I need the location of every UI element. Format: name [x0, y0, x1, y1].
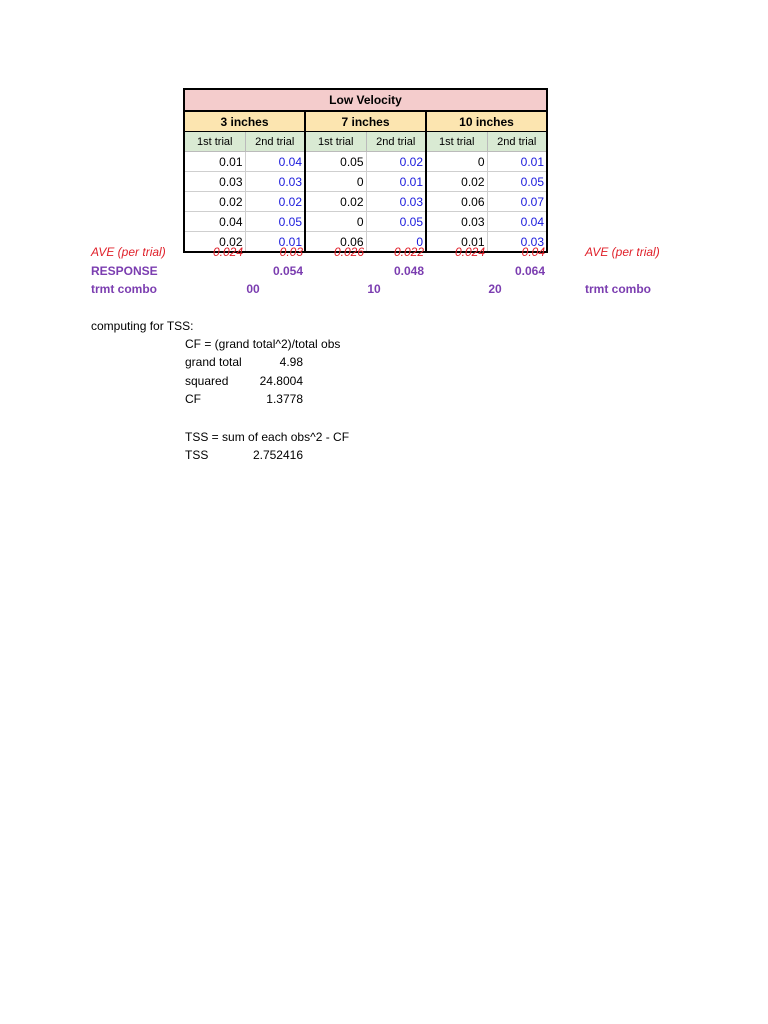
data-cell[interactable]: 0.01: [487, 152, 547, 172]
ave-value[interactable]: 0.03: [279, 245, 303, 259]
grand-total-label[interactable]: grand total: [185, 355, 242, 369]
data-cell[interactable]: 0.04: [184, 212, 245, 232]
condition-header-10-inches[interactable]: 10 inches: [426, 111, 547, 132]
condition-header-3-inches[interactable]: 3 inches: [184, 111, 305, 132]
table-row: [184, 152, 547, 172]
data-cell[interactable]: 0.03: [245, 172, 305, 192]
data-cell[interactable]: 0.03: [184, 172, 245, 192]
data-cell[interactable]: 0: [426, 152, 487, 172]
ave-value[interactable]: 0.024: [212, 245, 243, 259]
trial-header[interactable]: 1st trial: [184, 132, 245, 152]
data-cell[interactable]: 0: [305, 212, 366, 232]
table-row: [184, 172, 547, 192]
data-cell[interactable]: 0.06: [305, 232, 366, 253]
squared-value[interactable]: 24.8004: [259, 374, 303, 388]
data-cell[interactable]: 0.01: [426, 232, 487, 253]
tss-heading[interactable]: computing for TSS:: [91, 319, 194, 333]
data-cell[interactable]: 0.03: [487, 232, 547, 253]
data-cell[interactable]: 0: [305, 172, 366, 192]
tss-label[interactable]: TSS: [185, 448, 209, 462]
data-cell[interactable]: 0.05: [366, 212, 426, 232]
cf-value[interactable]: 1.3778: [266, 392, 303, 406]
data-cell[interactable]: 0.04: [245, 152, 305, 172]
table-row: [184, 212, 547, 232]
data-cell[interactable]: 0.01: [366, 172, 426, 192]
response-value[interactable]: 0.048: [393, 264, 424, 278]
data-cell[interactable]: 0.03: [426, 212, 487, 232]
data-cell[interactable]: 0.02: [184, 232, 245, 253]
response-label[interactable]: RESPONSE: [91, 264, 158, 278]
data-cell[interactable]: 0.05: [487, 172, 547, 192]
ave-label-left[interactable]: AVE (per trial): [91, 245, 166, 259]
table-title[interactable]: Low Velocity: [184, 89, 547, 111]
data-table: [183, 88, 548, 253]
trmt-combo-value[interactable]: 10: [367, 282, 381, 296]
response-value[interactable]: 0.064: [514, 264, 545, 278]
data-cell[interactable]: 0.06: [426, 192, 487, 212]
data-cell[interactable]: 0.01: [184, 152, 245, 172]
data-cell[interactable]: 0.02: [366, 152, 426, 172]
data-cell[interactable]: 0.05: [245, 212, 305, 232]
data-cell[interactable]: 0.07: [487, 192, 547, 212]
data-cell[interactable]: 0.02: [245, 192, 305, 212]
trial-header[interactable]: 1st trial: [305, 132, 366, 152]
table-row: [184, 192, 547, 212]
grand-total-value[interactable]: 4.98: [279, 355, 303, 369]
trmt-combo-value[interactable]: 20: [488, 282, 502, 296]
cf-formula[interactable]: CF = (grand total^2)/total obs: [185, 337, 341, 351]
ave-value[interactable]: 0.022: [393, 245, 424, 259]
ave-value[interactable]: 0.04: [521, 245, 545, 259]
trmt-combo-label-right[interactable]: trmt combo: [585, 282, 651, 296]
data-cell[interactable]: 0.02: [426, 172, 487, 192]
trial-header[interactable]: 2nd trial: [245, 132, 305, 152]
data-cell[interactable]: 0.02: [184, 192, 245, 212]
data-cell[interactable]: 0.03: [366, 192, 426, 212]
ave-label-right[interactable]: AVE (per trial): [585, 245, 660, 259]
data-cell[interactable]: 0: [366, 232, 426, 253]
tss-value[interactable]: 2.752416: [252, 448, 303, 462]
trial-header[interactable]: 2nd trial: [366, 132, 426, 152]
cf-label[interactable]: CF: [185, 392, 201, 406]
data-cell[interactable]: 0.05: [305, 152, 366, 172]
ave-value[interactable]: 0.024: [454, 245, 485, 259]
response-value[interactable]: 0.054: [272, 264, 303, 278]
tss-formula[interactable]: TSS = sum of each obs^2 - CF: [185, 430, 350, 444]
trial-header[interactable]: 2nd trial: [487, 132, 547, 152]
condition-header-7-inches[interactable]: 7 inches: [305, 111, 426, 132]
squared-label[interactable]: squared: [185, 374, 229, 388]
data-cell[interactable]: 0.04: [487, 212, 547, 232]
data-cell[interactable]: 0.02: [305, 192, 366, 212]
ave-value[interactable]: 0.026: [333, 245, 364, 259]
trmt-combo-label-left[interactable]: trmt combo: [91, 282, 157, 296]
trmt-combo-value[interactable]: 00: [246, 282, 260, 296]
trial-header[interactable]: 1st trial: [426, 132, 487, 152]
data-cell[interactable]: 0.01: [245, 232, 305, 253]
